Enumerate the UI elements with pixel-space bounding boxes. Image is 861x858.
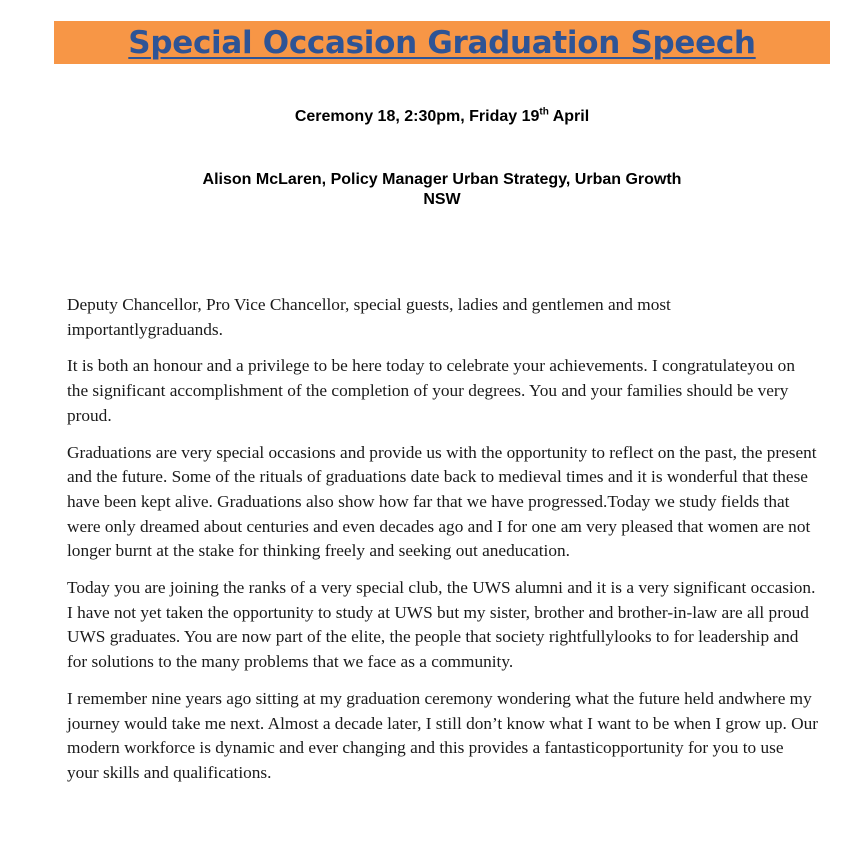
ceremony-date-suffix: th: [539, 106, 549, 118]
ceremony-text: Ceremony 18, 2:30pm, Friday 19: [294, 108, 540, 125]
speech-body: [67, 293, 819, 798]
ceremony-details: [54, 107, 830, 127]
speech-paragraph: I remember nine years ago sitting at my graduation ceremony wondering what the future held andwhere my journey would take me next. Almost a decade later, I still don’t know what I want to be when I grow up. Our modern workforce is dynamic and ever changing and this provides a fantasticopportunity for you to use your skills and qualifications.: [67, 688, 819, 782]
page-title: Special Occasion Graduation Speech: [128, 24, 756, 61]
ceremony-month: April: [548, 108, 590, 125]
speech-paragraph: It is both an honour and a privilege to be here today to celebrate your achievements. I congratulateyou on the significant accomplishment of the completion of your degrees. You and your families should be very proud.: [67, 356, 795, 425]
speech-paragraph: Today you are joining the ranks of a very special club, the UWS alumni and it is a very significant occasion. I have not yet taken the opportunity to study at UWS but my sister, brother and brother-in-law are all proud UWS graduates. You are now part of the elite, the people that society rightfullylooks to for leadership and for solutions to the many problems that we face as a community.: [67, 578, 816, 672]
speaker-organisation: NSW: [423, 191, 461, 208]
speech-paragraph: Deputy Chancellor, Pro Vice Chancellor, special guests, ladies and gentlemen and most importantlygraduands.: [67, 295, 671, 339]
speech-paragraph: Graduations are very special occasions and provide us with the opportunity to reflect on the past, the present and the future. Some of the rituals of graduations date back to medieval times and it is wonderful that these have been kept alive. Graduations also show how far that we have progressed.Today we study fields that were only dreamed about centuries and even decades ago and I for one am very pleased that women are not longer burnt at the stake for thinking freely and seeking out aneducation.: [67, 442, 817, 561]
title-banner: [54, 21, 830, 64]
speaker-details: [54, 170, 830, 210]
speaker-name-title: Alison McLaren, Policy Manager Urban Strategy, Urban Growth: [202, 171, 682, 188]
